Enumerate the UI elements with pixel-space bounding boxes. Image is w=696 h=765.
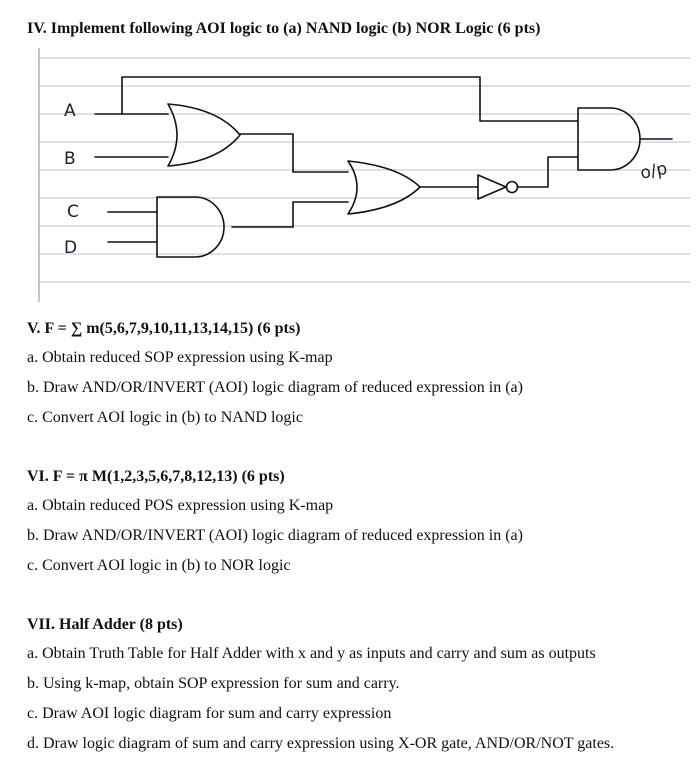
question-6-title: VI. F = π M(1,2,3,5,6,7,8,12,13) (6 pts) <box>27 468 285 485</box>
question-7-title: VII. Half Adder (8 pts) <box>27 616 183 633</box>
question-6-item-c: c. Convert AOI logic in (b) to NOR logic <box>27 557 291 574</box>
inverter-bubble <box>507 182 518 193</box>
question-5-title: V. F = ∑ m(5,6,7,9,10,11,13,14,15) (6 pts) <box>27 320 301 337</box>
question-4-title: IV. Implement following AOI logic to (a) NAND logic (b) NOR Logic (6 pts) <box>27 20 541 37</box>
wire-inverter-to-and2 <box>518 157 578 187</box>
question-7-item-b: b. Using k-map, obtain SOP expression for sum and carry. <box>27 675 400 692</box>
question-6-item-b: b. Draw AND/OR/INVERT (AOI) logic diagram of reduced expression in (a) <box>27 527 523 544</box>
question-5-item-c: c. Convert AOI logic in (b) to NAND logic <box>27 409 303 426</box>
question-7-item-d: d. Draw logic diagram of sum and carry expression using X-OR gate, AND/OR/NOT gates. <box>27 735 615 752</box>
input-label-d: D <box>64 238 78 258</box>
or-gate-1 <box>168 104 240 166</box>
question-6-item-a: a. Obtain reduced POS expression using K-map <box>27 497 334 514</box>
and-gate-2 <box>578 108 640 170</box>
input-label-c: C <box>67 202 79 222</box>
buffer-triangle <box>478 175 506 199</box>
question-5 <box>27 318 523 433</box>
wire-or1-to-or2 <box>240 134 348 172</box>
aoi-logic-diagram <box>0 44 696 306</box>
question-5-item-b: b. Draw AND/OR/INVERT (AOI) logic diagram of reduced expression in (a) <box>27 379 523 396</box>
question-6 <box>27 466 523 581</box>
question-7 <box>27 614 614 759</box>
question-7-item-c: c. Draw AOI logic diagram for sum and carry expression <box>27 705 392 722</box>
or-gate-2 <box>348 161 420 214</box>
question-5-item-a: a. Obtain reduced SOP expression using K-map <box>27 349 333 366</box>
wire-and1-to-or2 <box>232 202 348 227</box>
output-label: o/p <box>638 158 670 184</box>
input-label-b: B <box>64 149 76 169</box>
question-7-item-a: a. Obtain Truth Table for Half Adder with x and y as inputs and carry and sum as outputs <box>27 645 596 662</box>
input-label-a: A <box>64 101 76 121</box>
and-gate-1 <box>157 197 224 257</box>
